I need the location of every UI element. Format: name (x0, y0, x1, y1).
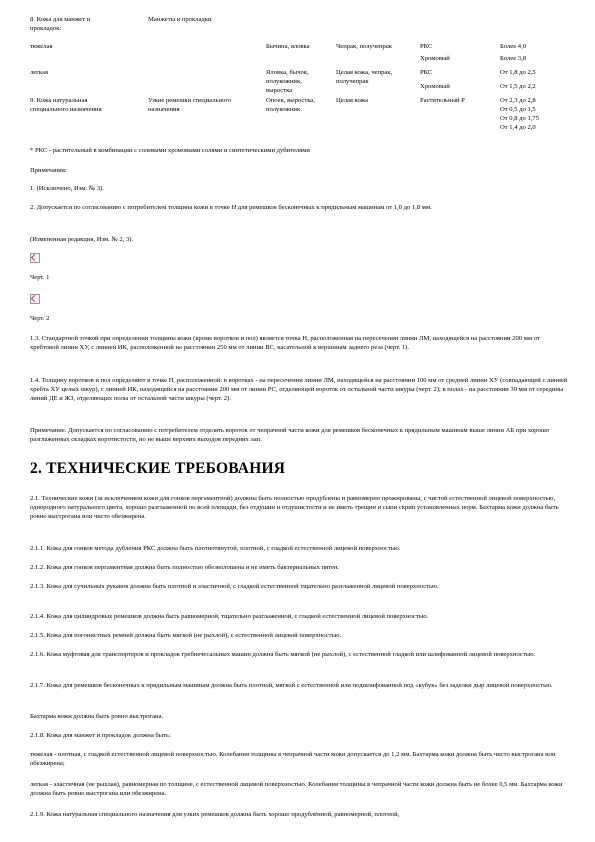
table-cell: Узкие ремешки специального назначения (148, 97, 232, 113)
table-cell: РКС (420, 43, 433, 50)
clause-2-1-8-a: тяжелая - плотная, с гладкой естественной лицевой поверхностью. Колебания толщины в чепрачной части кожи допускается до 1,2 мм. Бахтарма кожи должна быть чисто выстрогана или обезжирена; (30, 751, 556, 767)
clause-2-1-8: 2.1.8. Кожа для манжет и прокладок должна быть: (30, 732, 171, 739)
table-cell: Хромовый (420, 83, 450, 90)
table-cell: Манжеты и прокладки (148, 16, 212, 23)
drawing-2-caption: Черт. 2 (30, 315, 50, 322)
note-2-point: Н (231, 204, 237, 211)
table-cell: Более 3,8 (500, 55, 527, 62)
clause-2-1-6: 2.1.6. Кожа муфтовая для транспортеров и прокладок гребнечесальных машин должна быть мягкой (не рыхлой), с естественной гладкой или шлифованной лицевой поверхностью. (30, 651, 536, 658)
table-cell: тяжелая (30, 43, 53, 50)
table-cell: Целая кожа (336, 97, 369, 104)
table-cell: Растительный Р (420, 97, 465, 104)
clause-2-1-4: 2.1.4. Кожа для цилиндровых ремешков должна быть равномерной, тщательно разглаженной, с гладкой естественной лицевой поверхностью. (30, 613, 429, 620)
drawing-1-image-icon (30, 253, 40, 263)
clause-1-4-note: Примечание. Допускается по согласованию с потребителем отделять вороток от чепрачной части кожи для ремешков бесконечных к прядильным машинам выше линии АБ при хорошо разглаженных складках воротистости, но не выше верхних выходов передних лап. (30, 427, 550, 443)
clause-2-1-1: 2.1.1. Кожа для гонков метода дубления РКС должна быть плотнотянутой, плотной, с гладкой естественной лицевой поверхностью. (30, 545, 401, 552)
clause-2-1-8-b: легкая - эластичная (не рыхлая), равномерная по толщине, с естественной лицевой поверхностью. Колебания толщины в чепрачной части кожи должна быть не более 0,5 мм. Бахтарма кожи должна быть ровно выстрогана или обезжирена. (30, 781, 563, 797)
clause-2-1: 2.1. Технические кожи (за исключением кожи для гонков пергаментной) должны быть полностью продублены и равномерно прожированы, с чистой естественной лицевой поверхностью, однородного натурального цвета, хорошо разглаженной по всей площади, без отдушин и отдушистости и не иметь трещин и сыпи скрип установленных норм. Бахтарма кожи должна быть ровно выстрогана или чисто обезжирена. (30, 495, 559, 520)
table-cell: 9. Кожа натуральная специального назначения (30, 97, 102, 113)
notes-heading: Примечания: (30, 167, 67, 174)
note-2-text-b: для ремешков бесконечных к прядильным машинам от 1,0 до 1,8 мм. (236, 204, 432, 211)
table-cell: Чепрак, получепрак (336, 43, 392, 50)
clause-2-1-7-b: Бахтарма кожи должна быть ровно выстрогана. (30, 713, 164, 720)
note-1: 1. (Исключено, Изм. № 3). (30, 185, 104, 192)
clause-2-1-2: 2.1.2. Кожа для гонков пергаментная должна быть полностью обезволошена и не иметь бактериальных пятен. (30, 564, 340, 571)
note-2 (30, 204, 570, 213)
note-2-text-a: 2. Допускается по согласованию с потребителем толщина кожи в точке (30, 204, 232, 211)
footnote: * РКС - растительный в комбинации с солевыми хромовыми солями и синтетическими дубителями (30, 147, 310, 154)
edition-note: (Измененная редакция, Изм. № 2, 3). (30, 236, 134, 243)
section-title: 2. ТЕХНИЧЕСКИЕ ТРЕБОВАНИЯ (30, 460, 286, 477)
table-cell: Хромовый (420, 55, 450, 62)
table-cell: От 1,5 до 2,2 (500, 83, 536, 90)
table-cell: РКС (420, 69, 433, 76)
table-cell: Бычина, яловка (266, 43, 310, 50)
clause-2-1-7: 2.1.7. Кожа для ремешков бесконечных к прядильным машинам должна быть плотной, мягкой с естественной или подшлифованной под «кубук» без заделки дыр лицевой поверхностью. (30, 682, 553, 689)
drawing-2-image-icon (30, 294, 40, 304)
clause-2-1-5: 2.1.5. Кожа для погонистных ремней должна быть мягкой (не рыхлой), с естественной лицевой поверхностью. (30, 632, 342, 639)
clause-2-1-3: 2.1.3. Кожа для сучильных рукавов должна быть плотной и эластичной, с гладкой естественной тщательно разглаженной лицевой поверхностью. (30, 583, 439, 590)
drawing-1-caption: Черт. 1 (30, 274, 50, 281)
table-cell: Более 4,0 (500, 43, 527, 50)
table-cell: Опоек, выростка, полукожник (266, 97, 315, 113)
table-cell: От 1,8 до 2,5 (500, 69, 536, 76)
clause-1-3: 1.3. Стандартной точкой при определении толщины кожи (кроме воротков и пол) является точка Н, расположенная на пересечении линии ЛМ, находящейся на расстоянии 200 мм от хребтовой линии ХУ, с линией ИК, расположенной на расстоянии 250 мм от линии ВС, касательной к вершинам заднего реза (черт. 1). (30, 335, 540, 351)
clause-2-1-9: 2.1.9. Кожа натуральная специального назначения для узких ремешков должна быть хорошо продублённой, равномерной, плотной, (30, 811, 400, 818)
table-cell: легкая (30, 69, 48, 76)
table-cell: Яловка, бычок, полукожник, выростка (266, 69, 309, 94)
table-cell: Целая кожа, чепрак, получепрак (336, 69, 393, 85)
table-cell: 8. Кожа для манжет и прокладок: (30, 16, 91, 32)
table-cell: От 2,3 до 2,8 От 0,5 до 1,5 От 0,8 до 1,75 От 1,4 до 2,0 (500, 97, 540, 131)
clause-1-4: 1.4. Толщину воротков и пол определяют в точке Н, расположенной: в воротках - на пересечении линии ЛМ, находящейся на расстоянии 100 мм от средней линии ХУ (совпадающей с линией хребта ХУ целых шкур), с линией ИК, находящейся на расстоянии 200 мм от линии РС, отделяющей вороток от остальной части шкуры (черт. 2); в полах - на расстоянии 30 мм от середины линий ДЕ и ЖЗ, отделяющих полы от остальной части шкуры (черт. 2). (30, 377, 568, 402)
